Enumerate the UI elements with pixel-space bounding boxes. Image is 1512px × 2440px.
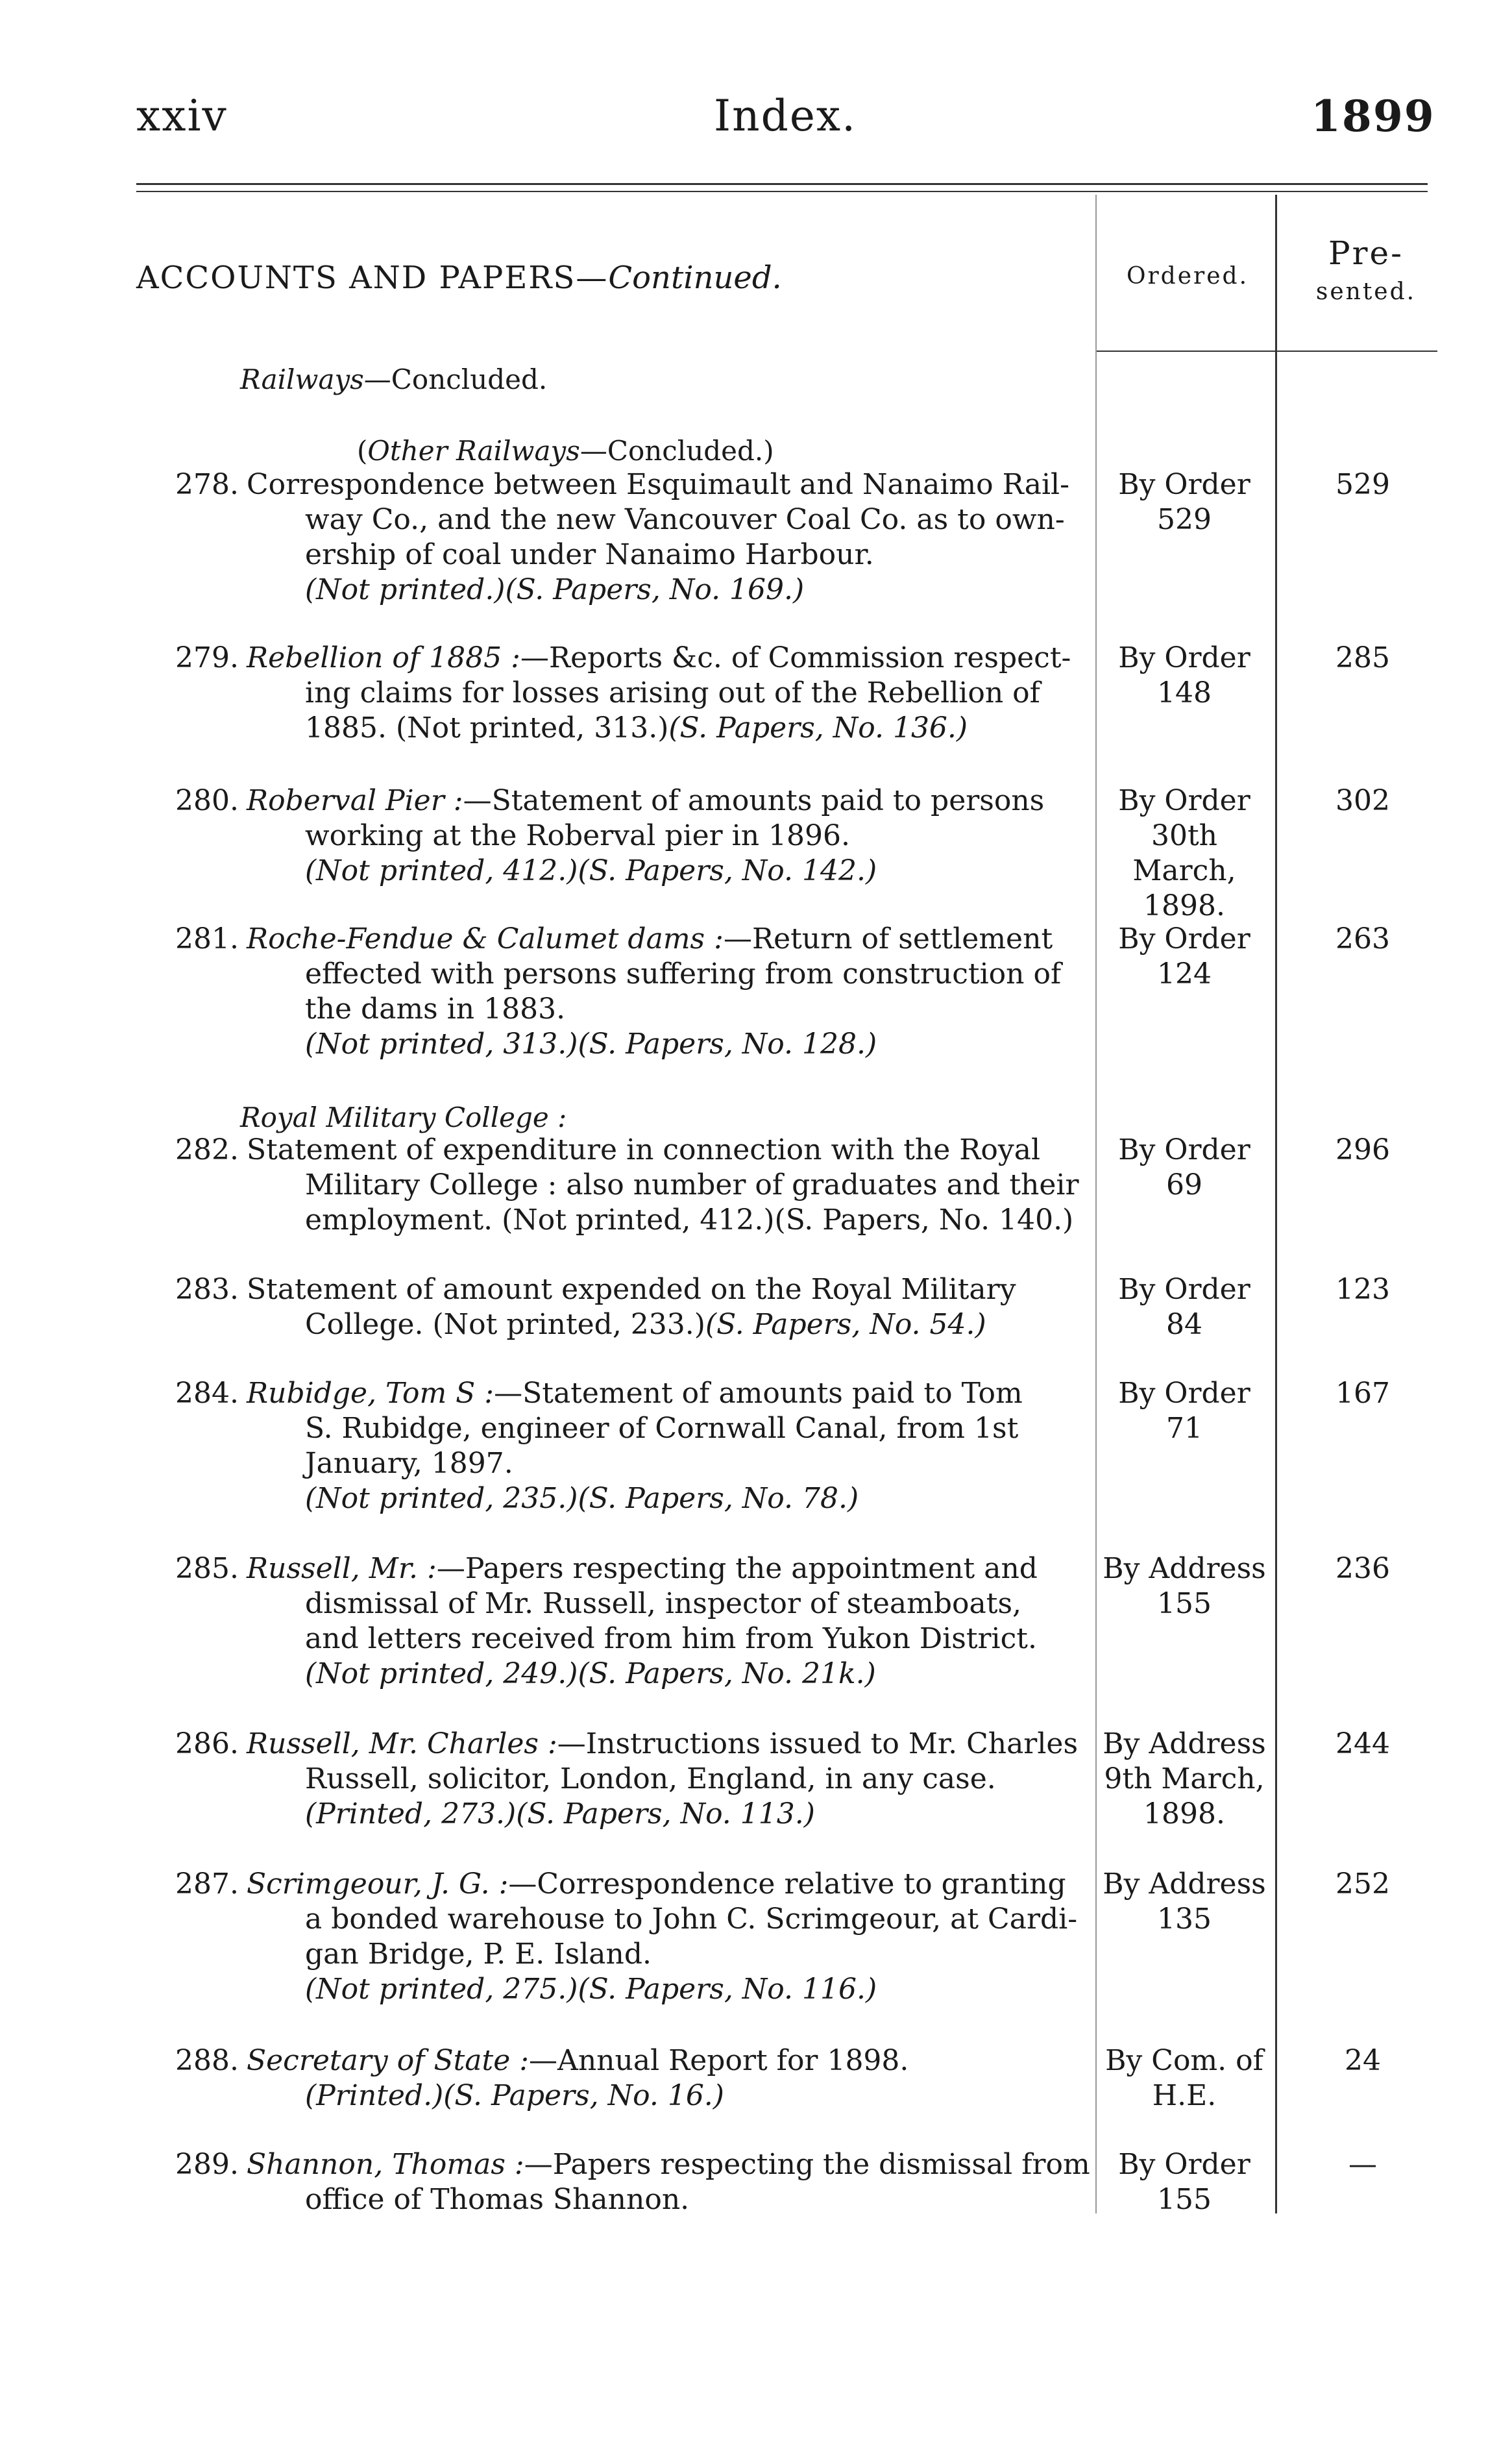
presented-288: 24: [1345, 2044, 1381, 2077]
presented-281: 263: [1335, 922, 1390, 955]
ordered-text: 1898.: [1143, 889, 1225, 922]
printed-status: (Printed, 273.): [305, 1797, 517, 1830]
ordered-text: By Order: [1118, 1273, 1250, 1306]
ordered-282: [1097, 1133, 1272, 1203]
header-rule-bottom: [136, 191, 1428, 192]
presented-287: 252: [1335, 1867, 1390, 1901]
entry-text: Statement of amount expended on the Royal Military: [247, 1273, 1016, 1306]
entry-line: the dams in 1883.: [305, 992, 566, 1026]
ordered-text: 30th March,: [1132, 819, 1236, 887]
entry-line: effected with persons suffering from construction of: [305, 957, 1062, 991]
printed-status: (Not printed, 275.): [305, 1973, 578, 2006]
entry-line: S. Rubidge, engineer of Cornwall Canal, from 1st: [305, 1412, 1019, 1445]
ordered-text: 148: [1157, 676, 1212, 709]
presented-279: 285: [1335, 641, 1390, 674]
printed-status: (Not printed.): [305, 573, 506, 606]
printed-status: (Not printed, 249.): [305, 1657, 578, 1690]
ordered-text: By Order: [1118, 468, 1250, 501]
column-header-ordered: Ordered.: [1126, 263, 1249, 290]
entry-line: way Co., and the new Vancouver Coal Co. as to own-: [305, 503, 1065, 536]
sessional-paper: (S. Papers, No. 16.): [443, 2079, 724, 2112]
entry-line: Russell, solicitor, London, England, in any case.: [305, 1762, 996, 1795]
presented-278: 529: [1335, 468, 1390, 501]
ordered-text: By Order: [1118, 784, 1250, 817]
entry-279: [175, 641, 1097, 746]
ordered-text: By Order: [1118, 2148, 1250, 2181]
subhead-railways: [240, 364, 547, 395]
entry-number: 281.: [175, 922, 239, 955]
entry-line: dismissal of Mr. Russell, inspector of steamboats,: [305, 1587, 1022, 1620]
entry-refs: [175, 1797, 1097, 1832]
entry-number: 286.: [175, 1727, 239, 1760]
ordered-text: By Order: [1118, 641, 1250, 674]
entry-line: [175, 467, 1097, 502]
entry-text: 1885. (Not printed, 313.): [305, 711, 669, 745]
sessional-paper: (S. Papers, No. 113.): [516, 1797, 815, 1830]
presented-286: 244: [1335, 1727, 1390, 1760]
subhead-other-rest: —Concluded.): [579, 435, 774, 467]
presented-283: 123: [1335, 1273, 1390, 1306]
entry-line: [175, 1272, 1097, 1307]
subhead-royal-italic: Royal Military College :: [240, 1102, 567, 1133]
entry-refs: [175, 573, 1097, 608]
ordered-text: By Com. of: [1105, 2044, 1263, 2077]
subhead-other-open: (: [357, 435, 368, 467]
ordered-text: By Order: [1118, 1133, 1250, 1166]
entry-text: —Instructions issued to Mr. Charles: [557, 1727, 1079, 1760]
subhead-royal-military: [240, 1102, 567, 1133]
entry-287: [175, 1867, 1097, 2007]
subhead-other-railways: [357, 435, 774, 467]
presented-282: 296: [1335, 1133, 1390, 1166]
entry-line: [175, 1376, 1097, 1411]
entry-280: [175, 783, 1097, 889]
printed-status: (Not printed, 235.): [305, 1482, 578, 1515]
entry-line: and letters received from him from Yukon District.: [305, 1622, 1037, 1655]
sessional-paper: (S. Papers, No. 136.): [668, 711, 968, 745]
ordered-284: [1097, 1376, 1272, 1446]
entry-line: Military College : also number of graduates and their: [305, 1168, 1079, 1202]
ordered-text: 84: [1166, 1308, 1202, 1341]
entry-number: 285.: [175, 1552, 239, 1585]
header-rule-top: [136, 183, 1428, 185]
entry-text: —Papers respecting the dismissal from: [524, 2148, 1090, 2181]
ordered-281: [1097, 922, 1272, 992]
sessional-paper: (S. Papers, No. 116.): [578, 1973, 877, 2006]
entry-line: [175, 1867, 1097, 1902]
entry-line: [175, 922, 1097, 957]
ordered-text: 1898.: [1143, 1797, 1225, 1830]
entry-284: [175, 1376, 1097, 1516]
entry-title: Shannon, Thomas :: [247, 2148, 524, 2181]
entry-title: Scrimgeour, J. G. :: [247, 1867, 509, 1901]
entry-281: [175, 922, 1097, 1062]
entry-number: 287.: [175, 1867, 239, 1901]
entry-line: [175, 641, 1097, 676]
entry-text: —Reports &c. of Commission respect-: [520, 641, 1071, 674]
ordered-text: By Address: [1103, 1867, 1266, 1901]
sessional-paper: (S. Papers, No. 54.): [705, 1308, 986, 1341]
subhead-other-italic: Other Railways: [367, 435, 580, 467]
entry-text: —Correspondence relative to granting: [508, 1867, 1066, 1901]
ordered-text: By Order: [1118, 1377, 1250, 1410]
section-title: [136, 260, 782, 296]
ordered-283: [1097, 1272, 1272, 1342]
ordered-279: [1097, 641, 1272, 711]
entry-text: —Papers respecting the appointment and: [436, 1552, 1038, 1585]
entry-line: [175, 783, 1097, 819]
ordered-286: [1097, 1727, 1272, 1832]
presented-line1: Pre-: [1328, 234, 1404, 272]
entry-number: 280.: [175, 784, 239, 817]
sessional-paper: (S. Papers, No. 78.): [578, 1482, 859, 1515]
entry-text: College. (Not printed, 233.): [305, 1308, 705, 1341]
ordered-text: 71: [1166, 1412, 1202, 1445]
entry-line: employment. (Not printed, 412.)(S. Papers, No. 140.): [305, 1203, 1074, 1237]
ordered-text: 124: [1157, 957, 1212, 991]
ordered-text: 9th March,: [1104, 1762, 1265, 1795]
ordered-text: By Address: [1103, 1727, 1266, 1760]
ordered-278: [1097, 467, 1272, 537]
entry-283: [175, 1272, 1097, 1342]
entry-refs: [175, 711, 1097, 746]
entry-title: Russell, Mr. :: [247, 1552, 437, 1585]
ordered-text: H.E.: [1152, 2079, 1217, 2112]
ordered-text: 69: [1166, 1168, 1202, 1202]
entry-line: [175, 1551, 1097, 1586]
column-divider-right: [1275, 195, 1277, 2213]
ordered-288: [1097, 2043, 1272, 2113]
entry-refs: [175, 1027, 1097, 1062]
entry-line: January, 1897.: [305, 1447, 513, 1480]
entry-number: 278.: [175, 468, 239, 501]
ordered-text: 529: [1157, 503, 1212, 536]
running-title: Index.: [714, 91, 857, 141]
entry-289: [175, 2147, 1097, 2217]
presented-285: 236: [1335, 1552, 1390, 1585]
section-continued: Continued.: [608, 260, 782, 296]
sessional-paper: (S. Papers, No. 21k.): [578, 1657, 876, 1690]
entry-line: [175, 1727, 1097, 1762]
entry-line: a bonded warehouse to John C. Scrimgeour, at Cardi-: [305, 1903, 1078, 1936]
entry-text: —Annual Report for 1898.: [529, 2044, 909, 2077]
entry-number: 289.: [175, 2148, 239, 2181]
entry-text: —Statement of amounts paid to persons: [463, 784, 1045, 817]
entry-number: 279.: [175, 641, 239, 674]
entry-line: ing claims for losses arising out of the Rebellion of: [305, 676, 1040, 709]
presented-280: 302: [1335, 784, 1390, 817]
printed-status: (Not printed, 412.): [305, 854, 578, 887]
printed-status: (Printed.): [305, 2079, 444, 2112]
entry-refs: [175, 1972, 1097, 2007]
entry-number: 283.: [175, 1273, 239, 1306]
presented-284: 167: [1335, 1377, 1390, 1410]
entry-line: office of Thomas Shannon.: [305, 2183, 690, 2216]
year: 1899: [1311, 91, 1435, 142]
entry-title: Roche-Fendue & Calumet dams :: [247, 922, 724, 955]
sessional-paper: (S. Papers, No. 169.): [505, 573, 805, 606]
sessional-paper: (S. Papers, No. 128.): [578, 1028, 877, 1061]
entry-refs: [175, 854, 1097, 889]
entry-refs: [175, 2078, 1097, 2113]
entry-text: Correspondence between Esquimault and Nanaimo Rail-: [247, 468, 1069, 501]
printed-status: (Not printed, 313.): [305, 1028, 578, 1061]
entry-title: Roberval Pier :: [247, 784, 463, 817]
entry-title: Russell, Mr. Charles :: [247, 1727, 557, 1760]
entry-286: [175, 1727, 1097, 1832]
ordered-289: [1097, 2147, 1272, 2217]
entry-text: —Statement of amounts paid to Tom: [494, 1377, 1023, 1410]
entry-number: 288.: [175, 2044, 239, 2077]
entry-refs: [175, 1481, 1097, 1516]
entry-line: [175, 2147, 1097, 2182]
section-title-text: ACCOUNTS AND PAPERS—: [136, 260, 609, 296]
sessional-paper: (S. Papers, No. 142.): [578, 854, 877, 887]
ordered-285: [1097, 1551, 1272, 1621]
ordered-287: [1097, 1867, 1272, 1937]
entry-line: gan Bridge, P. E. Island.: [305, 1938, 652, 1971]
ordered-280: [1097, 783, 1272, 924]
entry-288: [175, 2043, 1097, 2113]
entry-title: Rebellion of 1885 :: [247, 641, 520, 674]
entry-text: —Return of settlement: [723, 922, 1053, 955]
entry-text: Statement of expenditure in connection with the Royal: [247, 1133, 1041, 1166]
subhead-railways-rest: —Concluded.: [363, 364, 548, 395]
entry-title: Secretary of State :: [247, 2044, 530, 2077]
ordered-text: 155: [1157, 2183, 1212, 2216]
column-header-presented: [1285, 234, 1447, 312]
entry-278: [175, 467, 1097, 608]
entry-refs: [175, 1657, 1097, 1692]
entry-number: 284.: [175, 1377, 239, 1410]
presented-289: —: [1348, 2148, 1377, 2181]
entry-number: 282.: [175, 1133, 239, 1166]
ordered-text: 135: [1157, 1903, 1212, 1936]
ordered-text: By Address: [1103, 1552, 1266, 1585]
entry-refs: [175, 1307, 1097, 1342]
column-header-rule: [1097, 351, 1437, 352]
ordered-text: By Order: [1118, 922, 1250, 955]
subhead-railways-italic: Railways: [240, 364, 364, 395]
ordered-text: 155: [1157, 1587, 1212, 1620]
entry-line: [175, 1133, 1097, 1168]
entry-282: [175, 1133, 1097, 1238]
entry-285: [175, 1551, 1097, 1692]
presented-line2: sented.: [1315, 278, 1417, 305]
entry-line: working at the Roberval pier in 1896.: [305, 819, 851, 852]
entry-title: Rubidge, Tom S :: [247, 1377, 494, 1410]
entry-line: ership of coal under Nanaimo Harbour.: [305, 538, 874, 571]
page-number: xxiv: [136, 91, 228, 141]
entry-line: [175, 2043, 1097, 2078]
